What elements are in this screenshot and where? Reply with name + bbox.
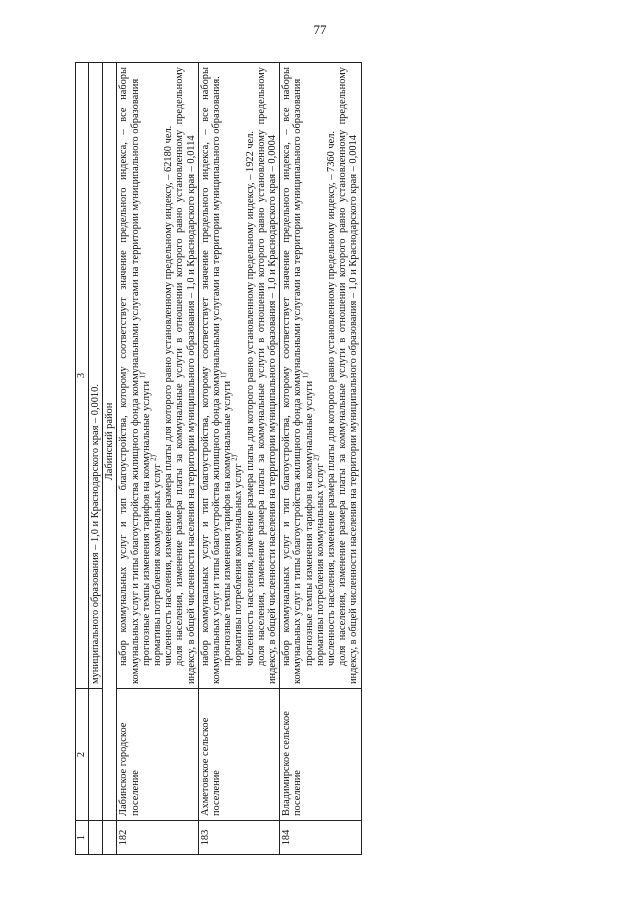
paragraph-population-share: доля населения, изменение размера платы за коммунальные услуги в отношении которого равно установленному предельному индексу, в общей численности населения на территории муниципального образования – 1,0 и Краснодарского края – 0,0004 (255, 67, 279, 684)
paragraph-service-set: набор коммунальных услуг и тип благоустройства, которому соответствует значение предельного индекса, – все наборы коммунальных услуг и типы благоустройства жилищного фонда коммунальными услугами на территории муниципального образования (281, 67, 304, 684)
row-number: 182 (117, 821, 198, 855)
footnote-ref: 1) (219, 372, 228, 379)
paragraph-tariff-rates: прогнозные темпы изменения тарифов на коммунальные услуги $^{1)}$ (301, 372, 315, 666)
paragraph-population: численность населения, изменение размера платы для которого равно установленному предельному индексу, – 1922 чел. (244, 130, 256, 666)
table-row (198, 63, 279, 855)
row-description (117, 63, 198, 689)
paragraph-population: численность населения, изменение размера платы для которого равно установленному предельному индексу, – 7360 чел. (326, 130, 338, 666)
district-title: Лабинский район (103, 63, 117, 821)
footnote-ref: 1) (138, 372, 147, 379)
row-description (280, 63, 361, 689)
rotated-table-container (75, 55, 575, 855)
footnote-ref: 1) (301, 372, 310, 379)
settlement-name: Ахметовское сельское поселение (198, 689, 279, 821)
paragraph-consumption-norms: нормативы потребления коммунальных услуг $^{2)}$ (230, 455, 245, 666)
paragraph-consumption-norms: нормативы потребления коммунальных услуг $^{2)}$ (149, 455, 164, 666)
paragraph-tariff-rates: прогнозные темпы изменения тарифов на коммунальные услуги $^{1)}$ (219, 372, 234, 666)
header-col-1: 1 (76, 821, 89, 855)
footnote-ref: 2) (312, 455, 321, 461)
paragraph-population: численность населения, изменение размера платы для которого равно установленному предельному индексу, – 62180 чел. (163, 125, 175, 666)
paragraph-consumption-norms: нормативы потребления коммунальных услуг $^{2)}$ (312, 455, 326, 666)
header-col-2: 2 (76, 689, 89, 821)
header-col-3: 3 (76, 63, 89, 689)
page-number: 77 (313, 22, 327, 37)
row-number: 183 (198, 821, 279, 855)
row-number: 184 (280, 821, 361, 855)
indices-table (75, 62, 362, 855)
paragraph-service-set: набор коммунальных услуг и тип благоустройства, которому соответствует значение предельного индекса, – все наборы коммунальных услуг и типы благоустройства жилищного фонда коммунальными услугами на территории муниципального образования (118, 67, 141, 684)
settlement-name: Лабинское городское поселение (117, 689, 198, 821)
paragraph-tariff-rates: прогнозные темпы изменения тарифов на коммунальные услуги $^{1)}$ (138, 372, 152, 666)
district-row (103, 63, 117, 855)
table-row (280, 63, 361, 855)
paragraph-population-share: доля населения, изменение размера платы за коммунальные услуги в отношении которого равно установленному предельному индексу, в общей численности населения на территории муниципального образования – 1,0 и Краснодарского края – 0,0114 (174, 67, 197, 684)
top-note-row (89, 63, 103, 855)
table-row (117, 63, 198, 855)
row-description (198, 63, 279, 689)
paragraph-service-set: набор коммунальных услуг и тип благоустройства, которому соответствует значение предельного индекса, – все наборы коммунальных услуг и типы благоустройства жилищного фонда коммунальными услугами на территории муниципального образования. (199, 67, 223, 684)
settlement-name: Владимирское сельское поселение (280, 689, 361, 821)
paragraph-population-share: доля населения, изменение размера платы за коммунальные услуги в отношении которого равно установленному предельному индексу, в общей численности населения на территории муниципального образования – 1,0 и Краснодарского края – 0,0014 (337, 67, 360, 684)
footnote-ref: 2) (230, 455, 239, 461)
header-row (76, 63, 89, 855)
top-note: муниципального образования – 1,0 и Краснодарского края – 0,0010. (89, 63, 103, 689)
footnote-ref: 2) (149, 455, 158, 461)
